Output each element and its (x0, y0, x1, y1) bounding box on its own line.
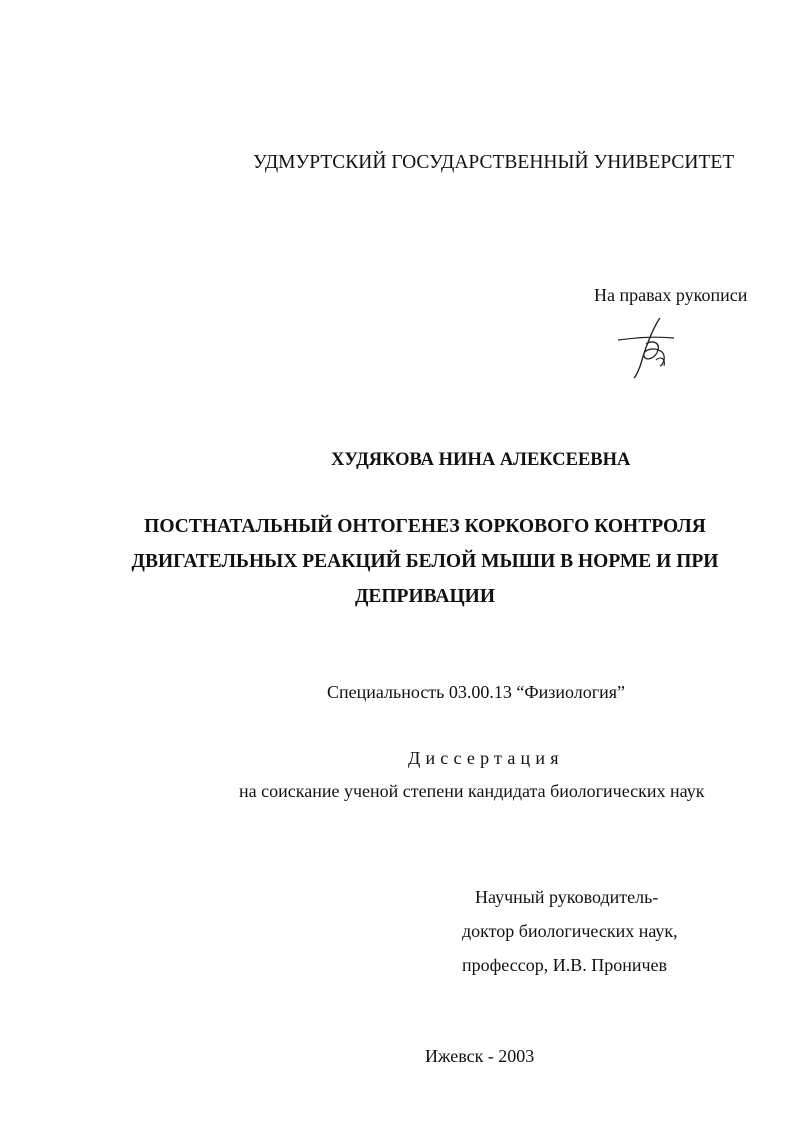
advisor-info (462, 880, 678, 982)
document-type: Диссертация (408, 748, 564, 768)
advisor-name: профессор, И.В. Проничев (462, 955, 668, 975)
advisor-degree: доктор биологических наук, (462, 921, 678, 941)
title-line: ДВИГАТЕЛЬНЫХ РЕАКЦИЙ БЕЛОЙ МЫШИ В НОРМЕ И ПРИ (131, 551, 719, 572)
specialty-line: Специальность 03.00.13 “Физиология” (327, 682, 625, 702)
signature-mark (616, 316, 676, 380)
title-line: ПОСТНАТАЛЬНЫЙ ОНТОГЕНЕЗ КОРКОВОГО КОНТРОЛЯ (144, 516, 706, 537)
advisor-role: Научный руководитель- (475, 887, 659, 907)
city-year: Ижевск - 2003 (425, 1046, 535, 1066)
university-name: УДМУРТСКИЙ ГОСУДАРСТВЕННЫЙ УНИВЕРСИТЕТ (253, 152, 735, 173)
title-line: ДЕПРИВАЦИИ (354, 586, 496, 607)
dissertation-title (120, 509, 730, 614)
degree-purpose: на соискание ученой степени кандидата биологических наук (239, 781, 705, 801)
author-name: ХУДЯКОВА НИНА АЛЕКСЕЕВНА (331, 450, 631, 470)
manuscript-rights-note: На правах рукописи (594, 285, 748, 305)
